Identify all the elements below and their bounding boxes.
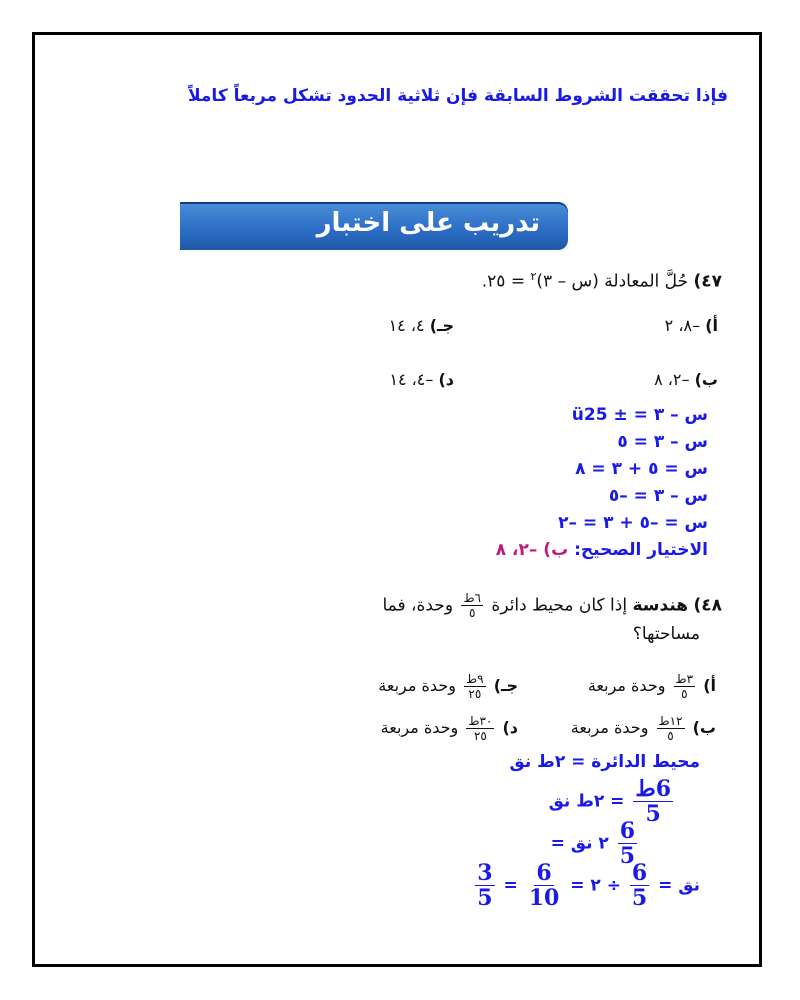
section-banner-title: تدريب على اختبار xyxy=(316,208,540,238)
q48-number: ٤٨ xyxy=(701,595,722,616)
q48-circumference-fraction: $\frac{\text{٦ط}}{٥}$ xyxy=(463,591,481,620)
q47-step-4: س – ٣ = –٥ xyxy=(608,486,708,506)
q48-solution-line4: نق = $\frac{6}{5}$ ÷ ٢ = $\frac{6}{10}$ = $\frac{3}{5}$ xyxy=(477,860,700,911)
q47-text-suffix: = ٢٥. xyxy=(481,271,526,292)
q47-number: ٤٧ xyxy=(701,271,722,292)
q47-answer xyxy=(496,540,708,560)
q47-prompt: ٤٧) حُلَّ المعادلة (س – ٣)$^٢$ = ٢٥. xyxy=(481,270,722,292)
q48-prompt-line2: مساحتها؟ xyxy=(632,624,700,644)
q47-step-5: س = –٥ + ٣ = –٢ xyxy=(558,513,708,533)
q48-solution-line3: $\frac{6}{5}$ ٢ نق = xyxy=(550,818,635,869)
intro-note: فإذا تحققت الشروط السابقة فإن ثلاثية الحدود تشكل مربعاً كاملاً xyxy=(188,86,728,106)
q48-solution-line2: $\frac{\text{6ط}}{5}$ = ٢ط نق xyxy=(548,776,671,827)
q47-text: حُلَّ المعادلة (س – ٣) xyxy=(536,271,689,292)
q48-solution-line1: محيط الدائرة = ٢ط نق xyxy=(509,752,700,772)
q47-option-b[interactable]: ب) –٢، ٨ xyxy=(654,370,718,389)
q47-option-d[interactable]: د) –٤، ١٤ xyxy=(389,370,454,389)
q48-option-a[interactable]: أ) $\frac{\text{٣ط}}{٥}$ وحدة مربعة xyxy=(587,672,716,701)
q47-exponent: ٢ xyxy=(530,270,537,283)
q48-topic: هندسة xyxy=(632,595,689,616)
q48-option-d[interactable]: د) $\frac{\text{٣٠ط}}{٢٥}$ وحدة مربعة xyxy=(380,714,518,743)
q47-step-1: س – ٣ = ± ü25 xyxy=(571,405,708,425)
q47-answer-label: الاختيار الصحيح: xyxy=(574,540,708,560)
q47-step-2: س – ٣ = ٥ xyxy=(617,432,708,452)
section-banner xyxy=(180,202,568,250)
q48-prompt: ٤٨) هندسة إذا كان محيط دائرة $\frac{\text{٦ط}}{٥}$ وحدة، فما xyxy=(382,591,722,620)
q48-option-b[interactable]: ب) $\frac{\text{١٢ط}}{٥}$ وحدة مربعة xyxy=(570,714,716,743)
q47-step-3: س = ٥ + ٣ = ٨ xyxy=(575,459,708,479)
q47-answer-value: ب) –٢، ٨ xyxy=(495,540,569,560)
q48-option-c[interactable]: جـ) $\frac{\text{٩ط}}{٢٥}$ وحدة مربعة xyxy=(378,672,518,701)
q47-option-c[interactable]: جـ) ٤، ١٤ xyxy=(388,316,454,335)
q47-option-a[interactable]: أ) –٨، ٢ xyxy=(664,316,718,335)
